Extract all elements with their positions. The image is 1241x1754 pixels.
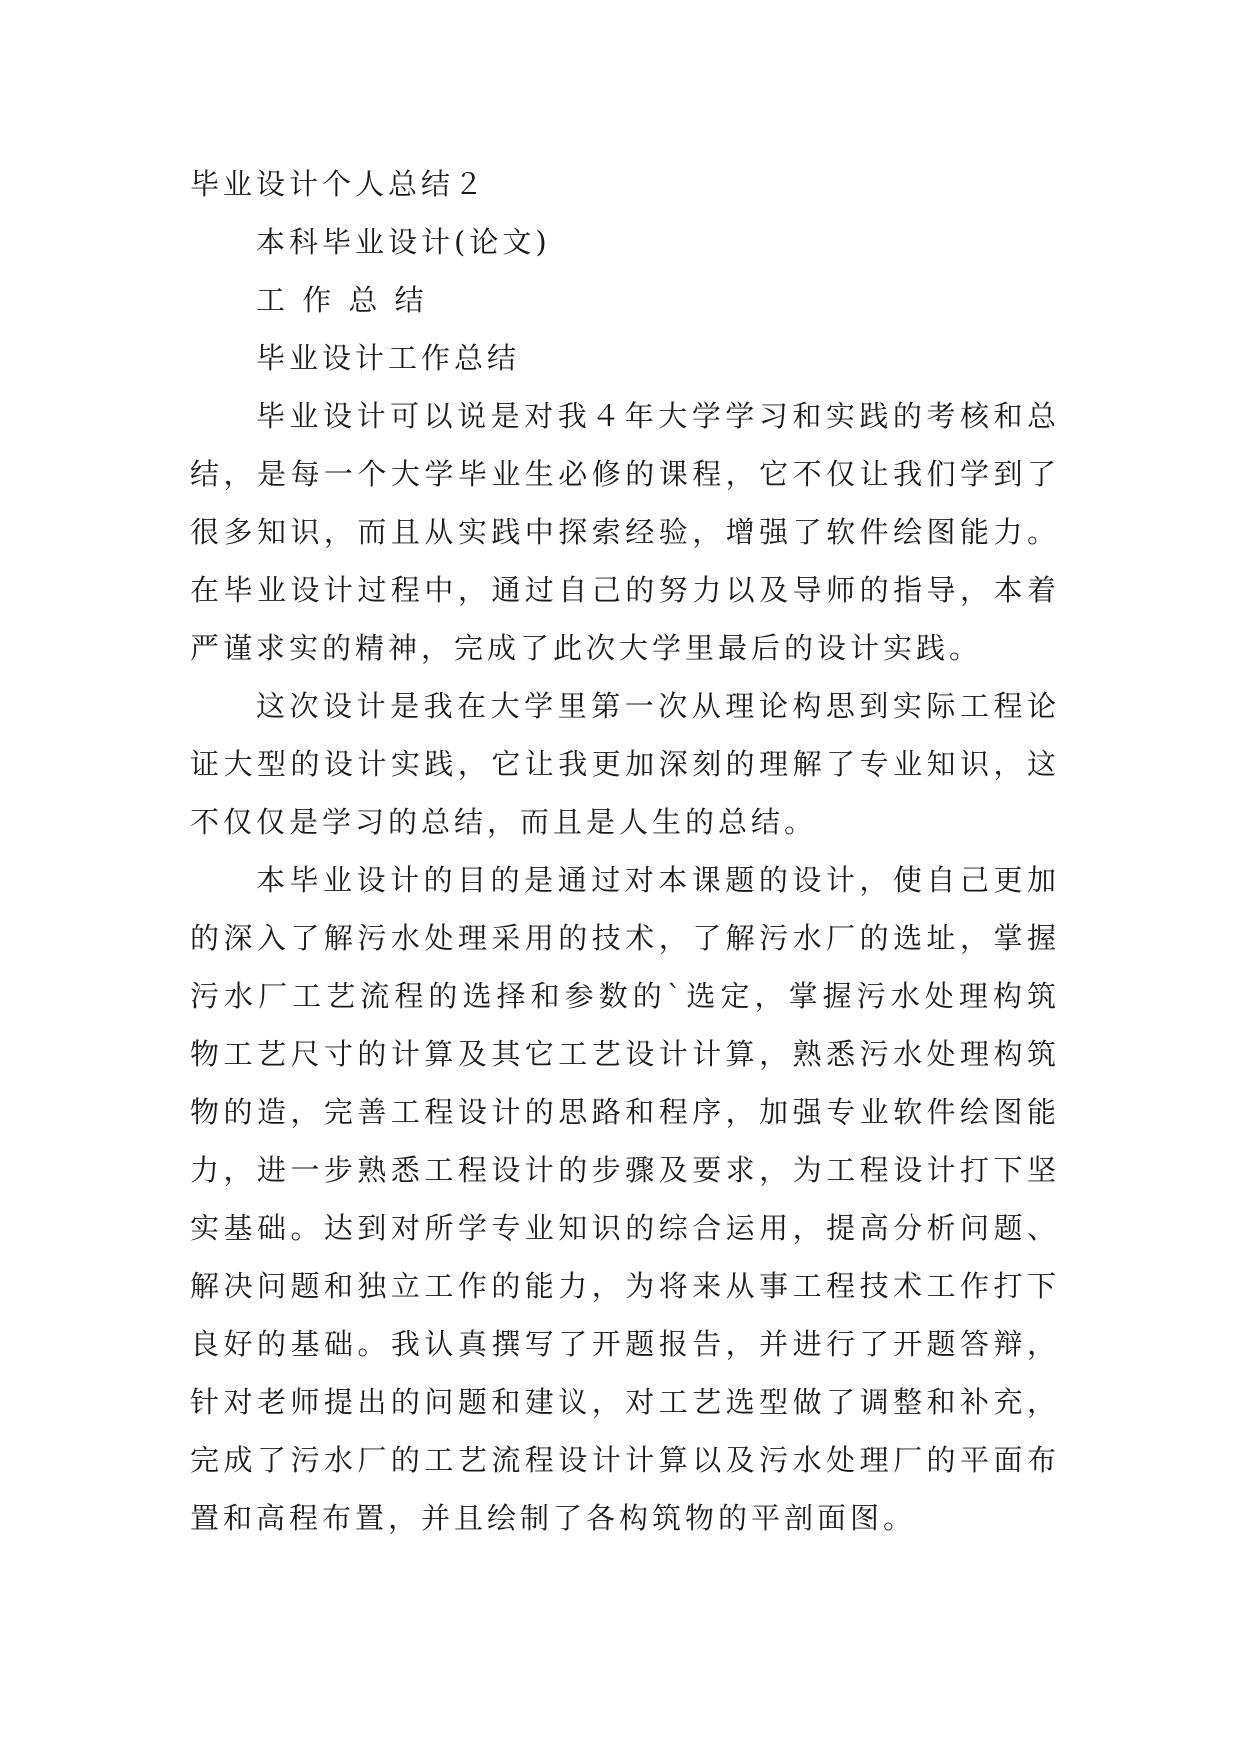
section-title: 工 作 总 结 xyxy=(256,283,428,317)
paragraph-2: 这次设计是我在大学里第一次从理论构思到实际工程论证大型的设计实践，它让我更加深刻的理解了专业知识，这不仅仅是学习的总结，而且是人生的总结。 xyxy=(190,689,1060,839)
section-subtitle: 毕业设计工作总结 xyxy=(256,341,521,375)
paragraph-3: 本毕业设计的目的是通过对本课题的设计，使自己更加的深入了解污水处理采用的技术，了解污水厂的选址，掌握污水厂工艺流程的选择和参数的`选定，掌握污水处理构筑物工艺尺寸的计算及其它工艺设计计算，熟悉污水处理构筑物的造，完善工程设计的思路和程序，加强专业软件绘图能力，进一步熟悉工程设计的步骤及要求，为工程设计打下坚实基础。达到对所学专业知识的综合运用，提高分析问题、解决问题和独立工作的能力，为将来从事工程技术工作打下良好的基础。我认真撰写了开题报告，并进行了开题答辩，针对老师提出的问题和建议，对工艺选型做了调整和补充，完成了污水厂的工艺流程设计计算以及污水处理厂的平面布置和高程布置，并且绘制了各构筑物的平剖面图。 xyxy=(190,863,1060,1535)
document-heading: 毕业设计个人总结２ xyxy=(190,167,488,201)
document-body xyxy=(190,155,1060,1547)
document-subtitle: 本科毕业设计(论文) xyxy=(256,225,551,259)
paragraph-1: 毕业设计可以说是对我４年大学学习和实践的考核和总结，是每一个大学毕业生必修的课程，它不仅让我们学到了很多知识，而且从实践中探索经验，增强了软件绘图能力。在毕业设计过程中，通过自己的努力以及导师的指导，本着严谨求实的精神，完成了此次大学里最后的设计实践。 xyxy=(190,399,1060,665)
